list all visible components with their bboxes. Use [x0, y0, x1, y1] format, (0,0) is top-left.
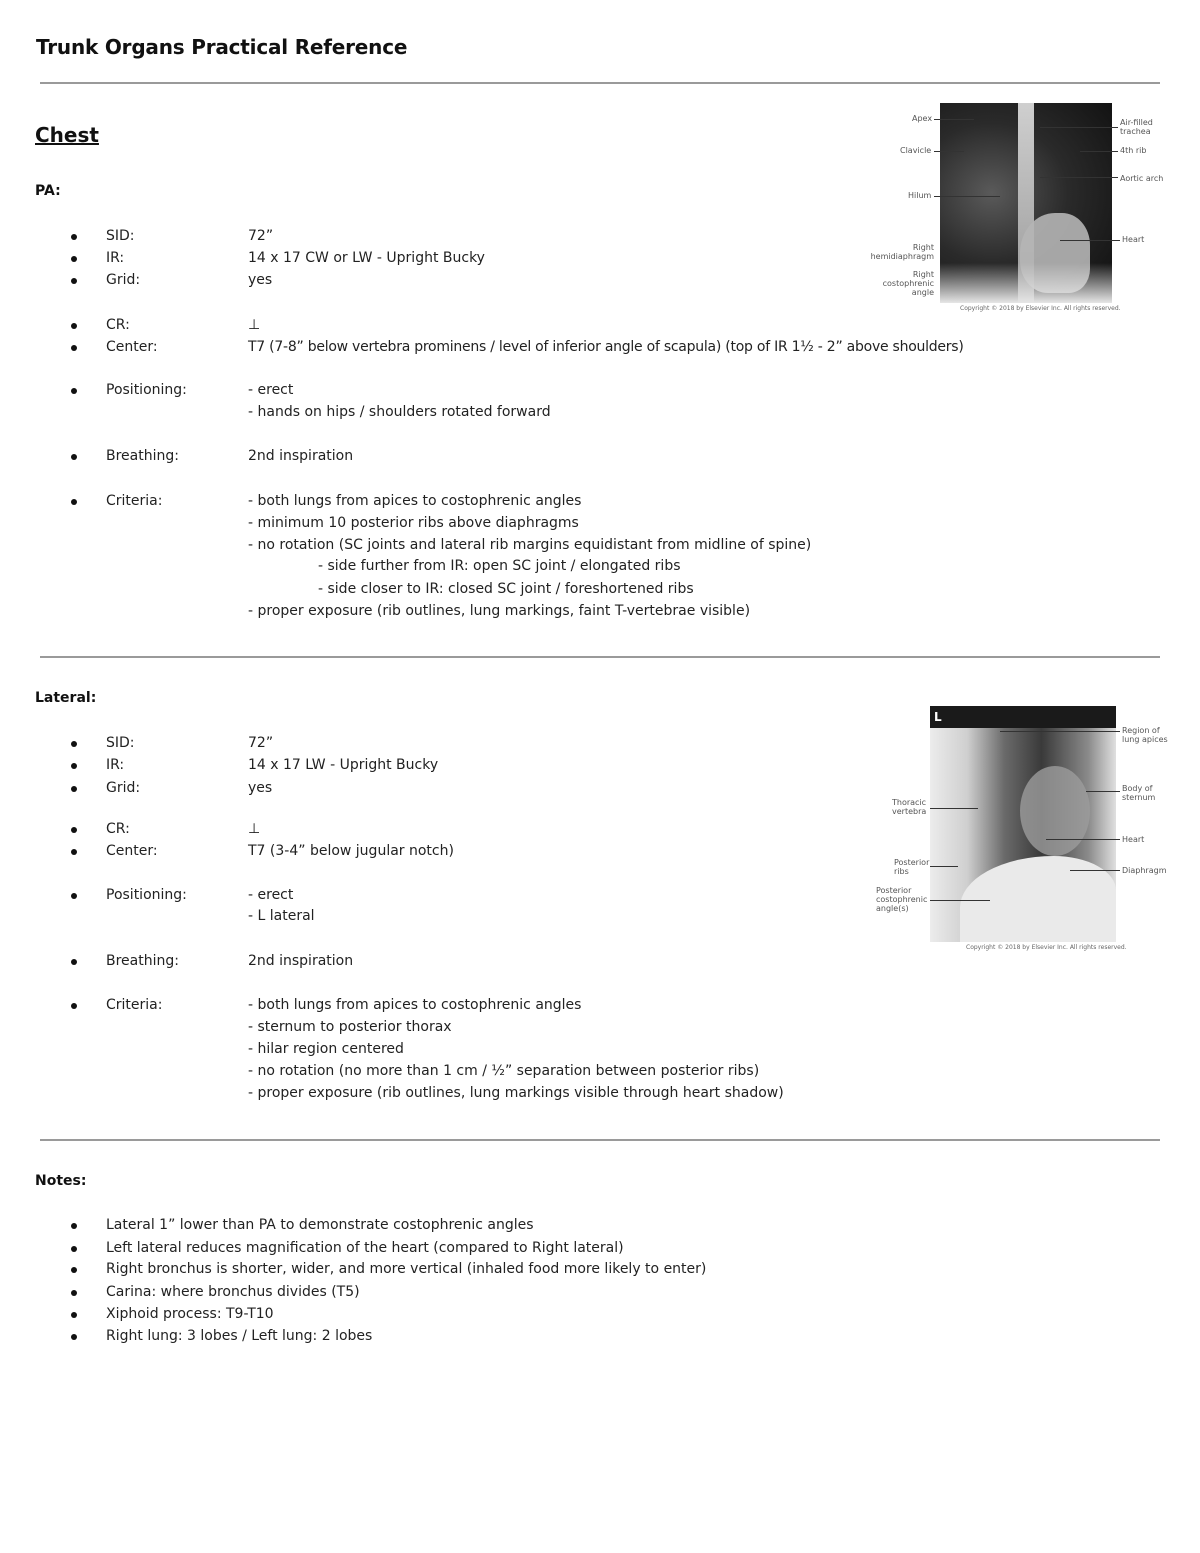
- row-value: 72”: [248, 735, 274, 751]
- xray-pointer: [930, 808, 978, 809]
- row-label: Center:: [106, 339, 158, 355]
- bullet-icon: [71, 1246, 77, 1252]
- xray-label: Thoracic vertebra: [892, 798, 927, 816]
- pa-heading: PA:: [35, 183, 61, 199]
- xray-pointer: [934, 151, 964, 152]
- note-text: Left lateral reduces magnification of the heart (compared to Right lateral): [106, 1240, 624, 1256]
- notes-heading: Notes:: [35, 1173, 87, 1189]
- xray-marker: L: [934, 710, 942, 724]
- divider: [40, 82, 1160, 84]
- note-text: Right bronchus is shorter, wider, and more vertical (inhaled food more likely to enter): [106, 1261, 707, 1277]
- lateral-heading: Lateral:: [35, 690, 97, 706]
- row-value: 14 x 17 CW or LW - Upright Bucky: [248, 250, 485, 266]
- bullet-icon: [71, 849, 77, 855]
- row-value: - both lungs from apices to costophrenic angles: [248, 997, 582, 1013]
- bullet-icon: [71, 345, 77, 351]
- row-label: Grid:: [106, 272, 141, 288]
- xray-pointer: [1060, 240, 1120, 241]
- xray-pointer: [930, 900, 990, 901]
- pa-criteria-line: - minimum 10 posterior ribs above diaphragms: [248, 515, 579, 531]
- lateral-criteria-line: - no rotation (no more than 1 cm / ½” separation between posterior ribs): [248, 1063, 760, 1079]
- xray-label: Right hemidiaphragm: [870, 243, 934, 261]
- row-label: Breathing:: [106, 448, 179, 464]
- xray-pointer: [1040, 127, 1118, 128]
- divider: [40, 1139, 1160, 1141]
- pa-criteria-line: - proper exposure (rib outlines, lung markings, faint T-vertebrae visible): [248, 603, 751, 619]
- row-value: ⊥: [248, 317, 261, 333]
- xray-label: Aortic arch: [1120, 174, 1164, 183]
- xray-top-band: [930, 706, 1116, 728]
- row-value: yes: [248, 272, 273, 288]
- pa-chest-xray-image: [940, 103, 1112, 303]
- bullet-icon: [71, 786, 77, 792]
- image-copyright: Copyright © 2018 by Elsevier Inc. All rights reserved.: [960, 305, 1121, 312]
- row-label: SID:: [106, 228, 135, 244]
- row-value: - erect: [248, 887, 294, 903]
- xray-label: Diaphragm: [1122, 866, 1167, 875]
- row-value: T7 (3-4” below jugular notch): [248, 843, 454, 859]
- diaphragm-shadow: [940, 263, 1112, 303]
- section-title: Chest: [35, 123, 99, 147]
- row-value: 14 x 17 LW - Upright Bucky: [248, 757, 439, 773]
- bullet-icon: [71, 499, 77, 505]
- row-label: Center:: [106, 843, 158, 859]
- xray-pointer: [934, 196, 1000, 197]
- row-label: SID:: [106, 735, 135, 751]
- row-label: Grid:: [106, 780, 141, 796]
- pa-criteria-subline: - side further from IR: open SC joint / elongated ribs: [318, 558, 681, 574]
- note-text: Carina: where bronchus divides (T5): [106, 1284, 360, 1300]
- lateral-criteria-line: - hilar region centered: [248, 1041, 404, 1057]
- row-label: Criteria:: [106, 493, 163, 509]
- bullet-icon: [71, 323, 77, 329]
- row-value: 2nd inspiration: [248, 448, 354, 464]
- row-label: Criteria:: [106, 997, 163, 1013]
- xray-label: Heart: [1122, 835, 1145, 844]
- row-value: - both lungs from apices to costophrenic angles: [248, 493, 582, 509]
- diaphragm-shadow: [960, 856, 1116, 942]
- xray-label: Region of lung apices: [1122, 726, 1168, 744]
- row-label: IR:: [106, 250, 125, 266]
- lateral-positioning-line: - L lateral: [248, 908, 315, 924]
- xray-label: Right costophrenic angle: [882, 270, 934, 297]
- row-label: Positioning:: [106, 887, 187, 903]
- bullet-icon: [71, 959, 77, 965]
- xray-label: Body of sternum: [1122, 784, 1156, 802]
- lateral-criteria-line: - sternum to posterior thorax: [248, 1019, 452, 1035]
- bullet-icon: [71, 741, 77, 747]
- xray-label: Posterior ribs: [894, 858, 930, 876]
- row-label: Positioning:: [106, 382, 187, 398]
- pa-positioning-line: - hands on hips / shoulders rotated forward: [248, 404, 551, 420]
- xray-label: Heart: [1122, 235, 1145, 244]
- bullet-icon: [71, 234, 77, 240]
- xray-pointer: [1040, 177, 1118, 178]
- row-value: - erect: [248, 382, 294, 398]
- row-label: CR:: [106, 317, 130, 333]
- xray-label: Apex: [912, 114, 933, 123]
- row-value: ⊥: [248, 821, 261, 837]
- row-label: CR:: [106, 821, 130, 837]
- row-label: IR:: [106, 757, 125, 773]
- heart-shadow: [1020, 766, 1090, 856]
- xray-pointer: [1080, 151, 1118, 152]
- note-text: Right lung: 3 lobes / Left lung: 2 lobes: [106, 1328, 373, 1344]
- xray-pointer: [1086, 791, 1120, 792]
- row-label: Breathing:: [106, 953, 179, 969]
- page-title: Trunk Organs Practical Reference: [36, 35, 408, 59]
- bullet-icon: [71, 278, 77, 284]
- note-text: Lateral 1” lower than PA to demonstrate costophrenic angles: [106, 1217, 534, 1233]
- note-text: Xiphoid process: T9-T10: [106, 1306, 274, 1322]
- xray-pointer: [1000, 731, 1120, 732]
- bullet-icon: [71, 1312, 77, 1318]
- bullet-icon: [71, 827, 77, 833]
- pa-criteria-line: - no rotation (SC joints and lateral rib margins equidistant from midline of spine): [248, 537, 812, 553]
- xray-pointer: [930, 866, 958, 867]
- lateral-criteria-line: - proper exposure (rib outlines, lung markings visible through heart shadow): [248, 1085, 784, 1101]
- divider: [40, 656, 1160, 658]
- image-copyright: Copyright © 2018 by Elsevier Inc. All rights reserved.: [966, 944, 1127, 951]
- xray-label: Hilum: [908, 191, 932, 200]
- xray-pointer: [1070, 870, 1120, 871]
- bullet-icon: [71, 454, 77, 460]
- bullet-icon: [71, 1003, 77, 1009]
- bullet-icon: [71, 1334, 77, 1340]
- xray-pointer: [1046, 839, 1120, 840]
- bullet-icon: [71, 1267, 77, 1273]
- bullet-icon: [71, 893, 77, 899]
- xray-label: Clavicle: [900, 146, 932, 155]
- xray-label: 4th rib: [1120, 146, 1147, 155]
- row-value: yes: [248, 780, 273, 796]
- lateral-chest-xray-image: [930, 706, 1116, 942]
- xray-label: Air-filled trachea: [1120, 118, 1153, 136]
- bullet-icon: [71, 1223, 77, 1229]
- bullet-icon: [71, 1290, 77, 1296]
- pa-criteria-subline: - side closer to IR: closed SC joint / foreshortened ribs: [318, 581, 694, 597]
- xray-label: Posterior costophrenic angle(s): [876, 886, 928, 913]
- bullet-icon: [71, 256, 77, 262]
- bullet-icon: [71, 388, 77, 394]
- xray-pointer: [934, 119, 974, 120]
- row-value: 72”: [248, 228, 274, 244]
- row-value: 2nd inspiration: [248, 953, 354, 969]
- bullet-icon: [71, 763, 77, 769]
- row-value: T7 (7-8” below vertebra prominens / level of inferior angle of scapula) (top of IR 1½ - 2” above shoulders): [248, 339, 964, 355]
